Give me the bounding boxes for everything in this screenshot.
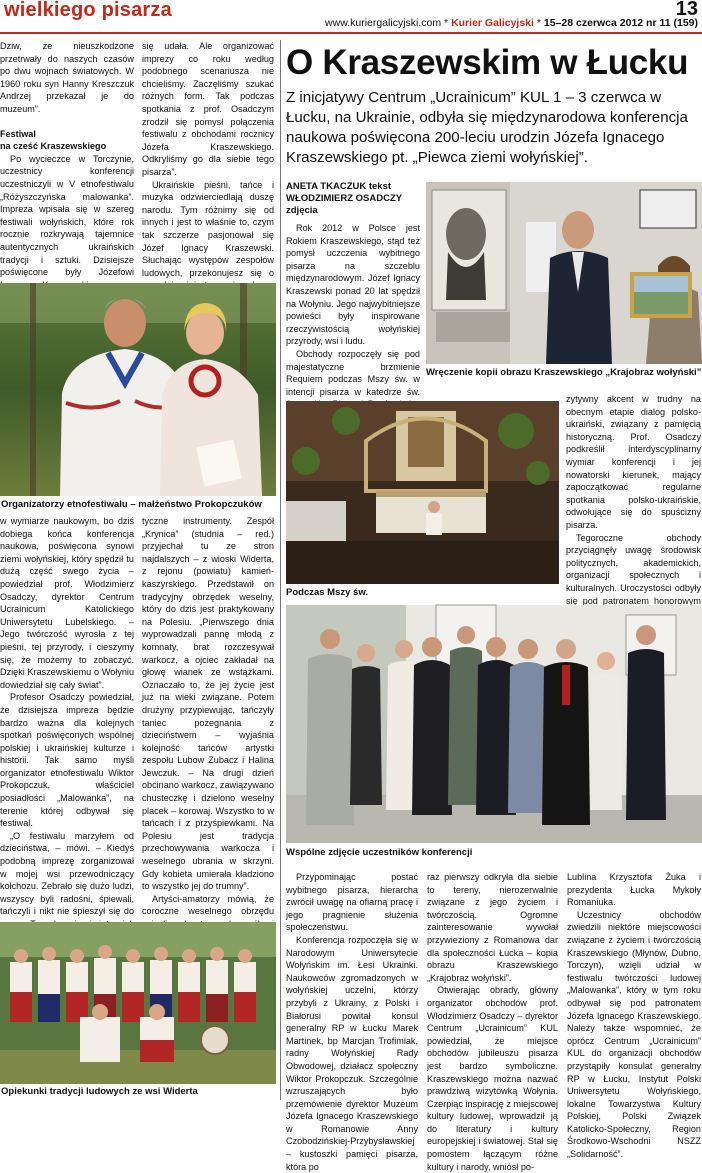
byline-role: zdjęcia <box>286 205 318 216</box>
section-title: wielkiego pisarza <box>4 0 172 21</box>
bottom-col-1 <box>286 871 418 1172</box>
issue-info <box>325 17 698 29</box>
byline-photographer: WŁODZIMIERZ OSADCZY <box>286 193 403 204</box>
photo-folk-group <box>0 922 276 1084</box>
paragraph: „O festiwalu marzyłem od dzieciństwa, – mówi. – Kiedyś podobną imprezę zorganizował w mojej wsi przewodniczący kołchozu. Zebrało się dużo ludzi, wszyscy byli radośni, śpiewali, tańczyli i nikt nie śpieszył się do <box>0 830 134 917</box>
header-rule <box>0 32 702 34</box>
paragraph: raz pierwszy odkryła dla siebie to tereny, nierozerwalnie związane z jego życiem i twórczością. Ogromne zainteresowanie wywołał przywieziony z Romanowa dar dla społeczności Łucka – kopia obrazu Kraszewskiego „Krajobraz wołyński”. <box>427 872 558 983</box>
page-number: 13 <box>675 0 698 20</box>
magazine-name: Kurier Galicyjski <box>451 17 534 29</box>
article-lead: Z inicjatywy Centrum „Ucrainicum” KUL 1 – 3 czerwca w Łucku, na Ukrainie, odbyła się międzynarodowa konferencja naukowa poświęcona 200-leciu urodzin Józefa Ignacego Kraszewskiego pt. „Piewca ziemi wołyńskiej”. <box>286 89 688 166</box>
photo-folk-group-caption: Opiekunki tradycji ludowych ze wsi Widerta <box>1 1086 198 1097</box>
paragraph: Tegoroczne obchody przyciągnęły uwagę środowisk politycznych, akademickich, organizacji społecznych i kulturalnych. Uroczystości odbyły się pod patronatem honorowym <box>566 532 701 606</box>
photo-organizers <box>0 283 276 496</box>
separator: * <box>533 17 544 29</box>
paragraph: Dziw, że nieuszkodzone przetrwały do naszych czasów po dwu wojnach światowych. W 1960 roku syn Hanny Kreszczuk Andrzej przekazał je do muzeum”. <box>0 41 134 114</box>
subheading: Festiwal <box>0 128 36 139</box>
paragraph: w wymiarze naukowym, bo dziś dobiega końca konferencja naukowa, poświęcona synowi ziemi wołyńskiej, który spędził tu dużą część swego życia – powiedział prof. Włodzimierz Osadczy, dyrektor Centrum Ucrainicum Katolickiego Uniwersytetu Lubelskiego. – Jego twórczość wyrosła z tej pieśni, tej przyrody, i cieszymy się, że możemy to zobaczyć. Dzięki Kraszewskiemu o Wołyniu dowiedział się cały świat”. <box>0 516 134 690</box>
paragraph: Przypominając postać wybitnego pisarza, hierarcha zwrócił uwagę na ofiarną pracę i jego pragnienie służenia społeczeństwu. <box>286 872 418 933</box>
bottom-col-3 <box>567 871 701 1160</box>
left-col1-lower <box>0 515 134 919</box>
site-url[interactable]: www.kuriergalicyjski.com <box>325 17 442 29</box>
paragraph: się udała. Ale organizować imprezy co roku według podobnego scenariusza nie chcieliśmy. Zaczęliśmy szukać różnych form. Tak podczas spotkania z prof. Osadczym zrodził się pomysł połączenia festiwalu z obchodami rocznicy Józefa Kraszewskiego. Odkryliśmy go dla siebie tego pisarza”. <box>142 41 274 177</box>
photo-participants <box>286 605 702 843</box>
photo-mass <box>286 401 559 584</box>
issue-date: 15–28 czerwca 2012 nr 11 (159) <box>543 17 698 29</box>
byline <box>286 181 421 217</box>
separator: * <box>441 17 452 29</box>
column-divider <box>280 40 281 1100</box>
paragraph: zytywny akcent w trudny na obecnym etapie dialog polsko-ukraiński, związany z pamięcią historyczną. Prof. Osadczy podkreślił interdyscyplinarny wymiar konferencji i jej nowatorski kierunek, mający zapoczątkować regularne spotkania polsko-ukraińskie, odwołujące się do spuścizny pisarza. <box>566 394 701 530</box>
photo-participants-image <box>286 605 702 843</box>
byline-author: ANETA TKACZUK tekst <box>286 181 392 192</box>
bottom-col-2 <box>427 871 558 1172</box>
photo-organizers-caption: Organizatorzy etnofestiwalu – małżeństwo Prokopczuków <box>1 499 262 510</box>
left-col2-top <box>142 40 274 283</box>
right-col-intro <box>286 222 420 396</box>
photo-painting-presentation <box>426 182 702 364</box>
photo-painting-presentation-image <box>426 182 702 364</box>
paragraph: Lublina Krzysztofa Żuka i prezydenta Łucka Mykoły Romaniuka. <box>567 872 701 908</box>
paragraph: Rok 2012 w Polsce jest Rokiem Kraszewskiego, stąd też pomysł uczczenia wybitnego pisarza na szczeblu międzynarodowym. Józef Ignacy Kraszewski ponad 20 lat spędził na Wołyniu. Jego najwybitniejsze powieści były inspirowane rzeczywistością wołyńskiej przyrody, wsi i ludu. <box>286 223 420 347</box>
subheading: na cześć Kraszewskiego <box>0 141 107 152</box>
photo-mass-caption: Podczas Mszy św. <box>286 587 369 598</box>
photo-participants-caption: Wspólne zdjęcie uczestników konferencji <box>286 847 473 858</box>
paragraph: Profesor Osadczy powiedział, że dzisiejsza impreza będzie bardzo ważna dla kolejnych spotkań poświęconych wspólnej polskiej i ukraińskiej kulturze i historii. Tak samo myśli organizator etnofestiwalu Wiktor Prokopczuk, właściciel posiadłości „Malowanka”, na terenie której odbywał się festiwal. <box>0 692 134 829</box>
article-headline: O Kraszewskim w Łucku <box>286 43 689 82</box>
photo-organizers-image <box>0 283 276 496</box>
right-col-mid <box>566 393 701 606</box>
paragraph: Ukraińskie pieśni, tańce i muzyka odzwierciedlają duszę narodu. Tym różnimy się od innych i jest to właśnie to, czym tak szczerze pasjonował się Józef Ignacy Kraszewski. Słuchając występów zespołów ludowych, przekonujesz się o <box>142 179 274 278</box>
left-col2-lower <box>142 515 274 919</box>
left-col1-top <box>0 40 134 283</box>
paragraph: tyczne instrumenty. Zespół „Krynica” (studnia – red.) przyjechał tu ze stron najdalszych – z wioski Widerta, z rejonu (powiatu) kamień-kaszyrskiego. Przedstawił on tradycyjny obrzędek weselny, który do dziś jest praktykowany na Polesiu. „Pierwszego dnia wyprowadzali pannę młodą z komnaty, brat rozczesywał warkocz, a ojciec zakładał na głowę wianek ze wstążkami. Oznaczało to, że jej życie jest już na wieki związane. Potem drużyny przypiewując, tańczyły taniec pożegnania z dzieciństwem – wyjaśnia kolejność tańców artystki zespołu Lubow Zubacz i Halina Jewczuk. – Na drugi dzień obcinano warkocz, zawiązywano chusteczkę i dzielono weselny placek – korowaj. Wszystko to w tańcach i z przyśpiewkami. Na Polesiu jest tradycja przechowywania warkocza i weselnego ubrania w skrzyni. Gdy kobieta umierała kładziono to wszystko jej do trumny”. <box>142 516 274 892</box>
photo-painting-presentation-caption: Wręczenie kopii obrazu Kraszewskiego „Krajobraz wołyński” <box>426 367 702 378</box>
paragraph: Artyści-amatorzy mówią, że coroczne weselnego obrzędu <box>142 893 274 917</box>
paragraph: Otwierając obrady, główny organizator obchodów prof. Włodzimierz Osadczy – dyrektor Centrum „Ucrainicum” KUL powiedział, że miejsce obchodów jubileuszu pisarza jest bardzo symboliczne. Kraszewskiego można nazwać prawdziwą wizytówką Wołynia. Czerpiąc inspirację z miejscowej kultury ludowej, wprowadził ją do literatury i kultury europejskiej i światowej. Stał się pomostem łączącym różne kultury i narody, wniósł po- <box>427 985 558 1172</box>
photo-mass-image <box>286 401 559 584</box>
paragraph: Obchody rozpoczęły się pod majestatyczne brzmienie Requiem podczas Mszy św. w intencji pisarza w katedrze św. <box>286 348 420 397</box>
paragraph: Uczestnicy obchodów zwiedzili niektóre miejscowości związane z życiem i twórczością Kraszewskiego (Młynów, Dubno, Torczyn), wzięli udział w festiwalu twórczości ludowej „Malowanka”, który w tym roku odbywał się pod patronatem Józefa Ignacego Kraszewskiego. Należy także wspomnieć, że oprócz Centrum „Ucrainicum” KUL do organizacji obchodów przystąpiły konsulat generalny RP w Łucku, Instytut Polski Uniwersytetu Wołyńskiego, lokalne Towarzystwa Kultury Polskiej, Polski Związek Katolicko-Społeczny, Region Środkowo-Wschodni NSZZ „Solidarność”. <box>567 909 701 1160</box>
paragraph: Konferencja rozpoczęła się w Narodowym Uniwersytecie Wołyńskim im. Łesi Ukrainki. Naukowców zgromadzonych w wołyńskiej uczelni, którzy przybyli z Ukrainy, z Polski i Białorusi powitał konsul generalny RP w Łucku Marek Martinek, bp Marcjan Trofimiak, radny Wołyńskiej Rady Obwodowej, działacz społeczny Wiktor Prokopczuk. Szczególnie wzruszających było przemówienie dyrektor Muzeum Józefa Ignacego Kraszewskiego w Romanowie Anny Czobodzińskiej-Przybysławskiej – kustoszki pamięci pisarza, która po <box>286 934 418 1172</box>
photo-folk-group-image <box>0 922 276 1084</box>
paragraph: Po wycieczce w Torczynie, uczestnicy konferencji uczestniczyli w V etnofestiwalu „Różyszczyńska malowanka”. Impreza wpisała się w szereg festiwali wołyńskich, które rok rocznie rozkrywają tajemnice autentycznych ukraińskich tradycji i sztuki. Dzisiejsze poświęcone były Józefowi <box>0 153 134 278</box>
